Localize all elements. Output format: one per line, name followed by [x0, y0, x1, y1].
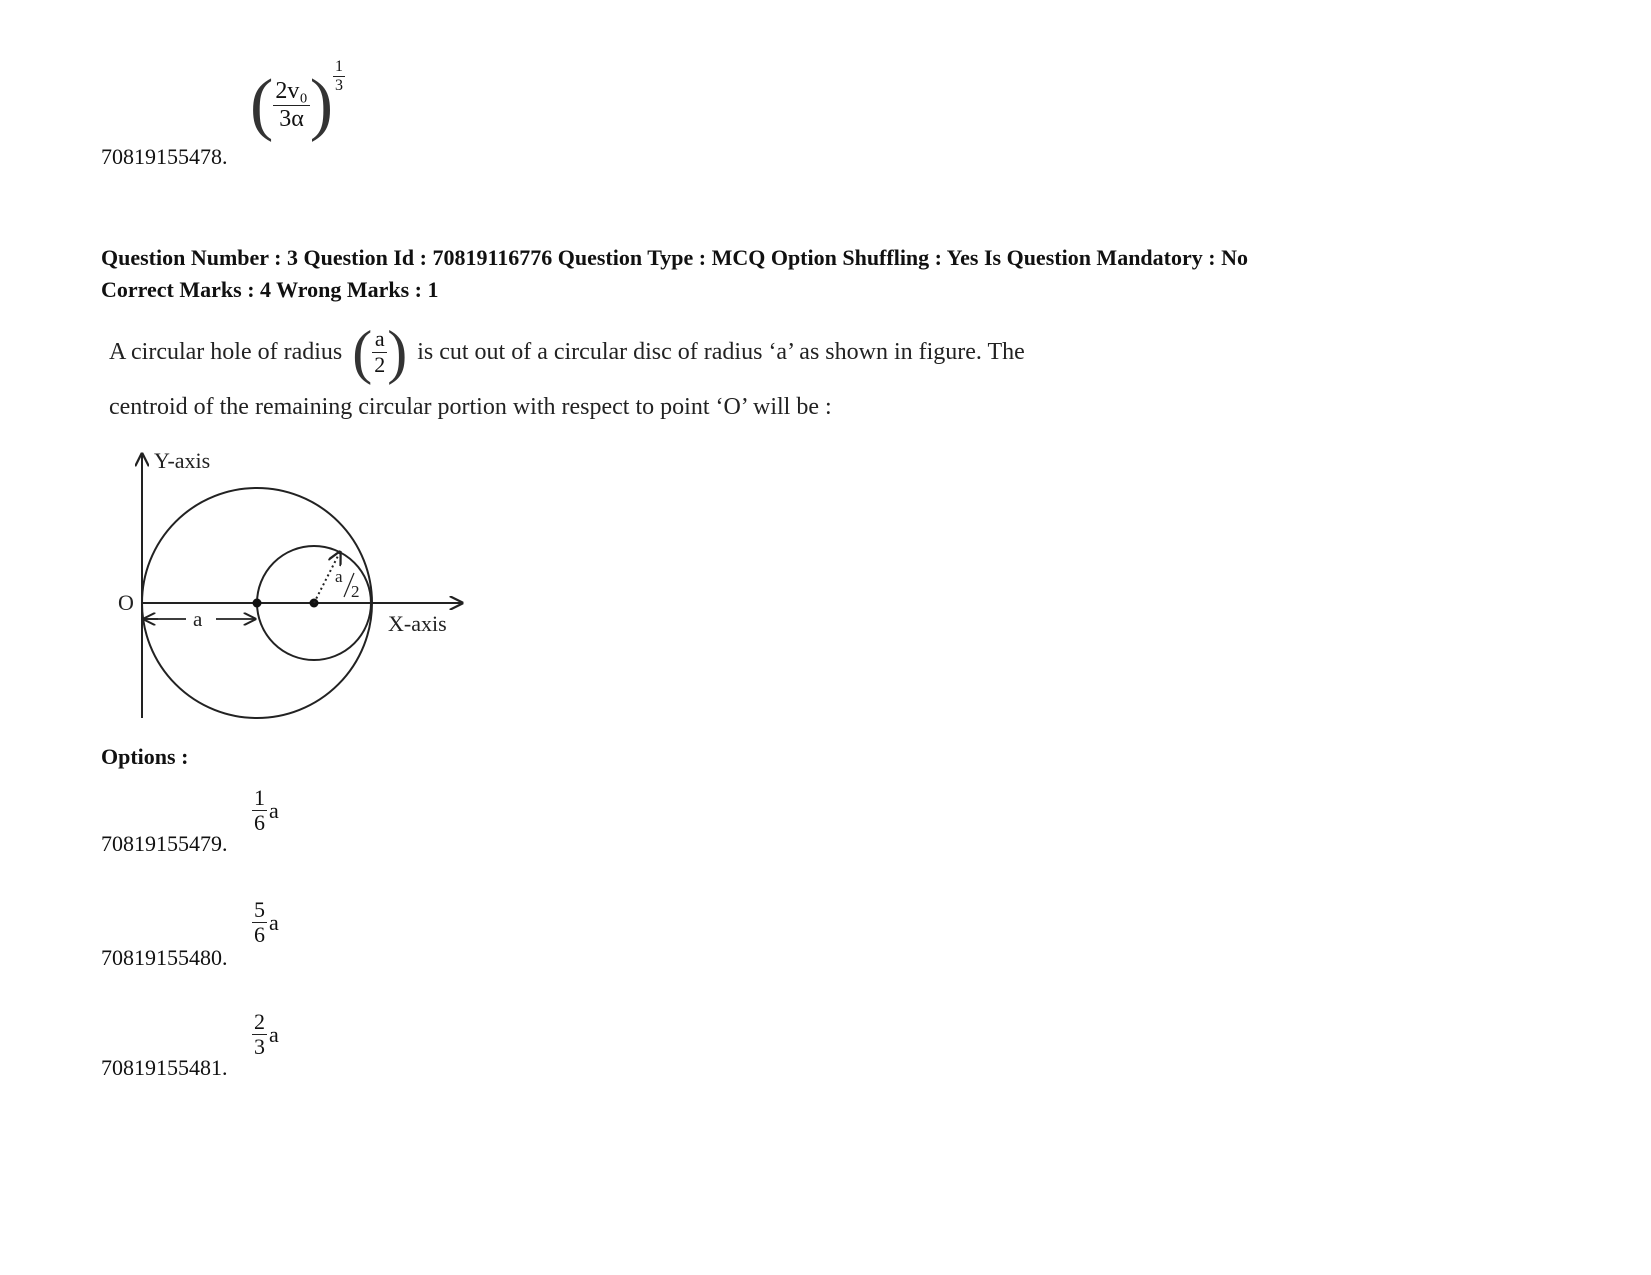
left-paren: (: [250, 66, 274, 143]
option-id-prev: 70819155478.: [101, 144, 228, 169]
fraction-numerator: 1: [254, 785, 265, 810]
fraction-denominator: 6: [254, 922, 265, 948]
question-text-part1: A circular hole of radius: [109, 338, 343, 365]
right-paren: ): [309, 66, 333, 143]
left-paren: (: [352, 319, 373, 385]
option-expression: [252, 898, 279, 947]
option-expression: [252, 786, 279, 835]
option-variable: a: [269, 909, 279, 935]
option-expression-prev: [250, 58, 345, 143]
exponent-fraction: [333, 58, 345, 94]
option-id: 70819155481.: [101, 1055, 228, 1080]
fraction-numerator: 5: [254, 897, 265, 922]
fraction: [252, 786, 267, 835]
hole-radius-fraction: [352, 319, 408, 385]
y-axis-label: Y-axis: [154, 448, 211, 473]
radius-label-den: 2: [351, 582, 360, 601]
options-label: Options :: [101, 744, 189, 769]
fraction-denominator: 2: [374, 351, 386, 377]
fraction-denominator: 3: [254, 1034, 265, 1060]
fraction: [372, 327, 387, 376]
disc-figure: [100, 440, 480, 730]
disc-centre-point: [253, 599, 262, 608]
a-dimension-label: a: [193, 607, 203, 631]
right-paren: ): [387, 319, 408, 385]
fraction: [252, 898, 267, 947]
question-text-line2: centroid of the remaining circular portion with respect to point ‘O’ will be :: [109, 394, 832, 420]
option-id: 70819155479.: [101, 831, 228, 856]
option-id: 70819155480.: [101, 945, 228, 970]
option-expression: [252, 1010, 279, 1059]
exponent-numerator: 1: [335, 58, 343, 75]
question-text-line1: [109, 316, 1025, 388]
x-axis-label: X-axis: [388, 611, 447, 636]
option-variable: a: [269, 797, 279, 823]
question-text-part2: is cut out of a circular disc of radius ‘a’ as shown in figure. The: [417, 338, 1025, 365]
fraction-numerator: a: [374, 326, 385, 352]
radius-label-num: a: [335, 567, 343, 586]
origin-label: O: [118, 590, 134, 615]
question-header-line2: Correct Marks : 4 Wrong Marks : 1: [101, 277, 439, 302]
fraction-numerator: 2: [254, 1009, 265, 1034]
fraction-denominator: 3α: [279, 105, 304, 132]
fraction-denominator: 6: [254, 810, 265, 836]
fraction: [273, 78, 309, 132]
question-header-line1: Question Number : 3 Question Id : 70819116776 Question Type : MCQ Option Shuffling : Yes Is Question Mandatory : No: [101, 245, 1248, 270]
fraction-numerator: 2v₀: [275, 78, 308, 105]
fraction: [252, 1010, 267, 1059]
option-variable: a: [269, 1021, 279, 1047]
exponent-denominator: 3: [335, 76, 343, 94]
